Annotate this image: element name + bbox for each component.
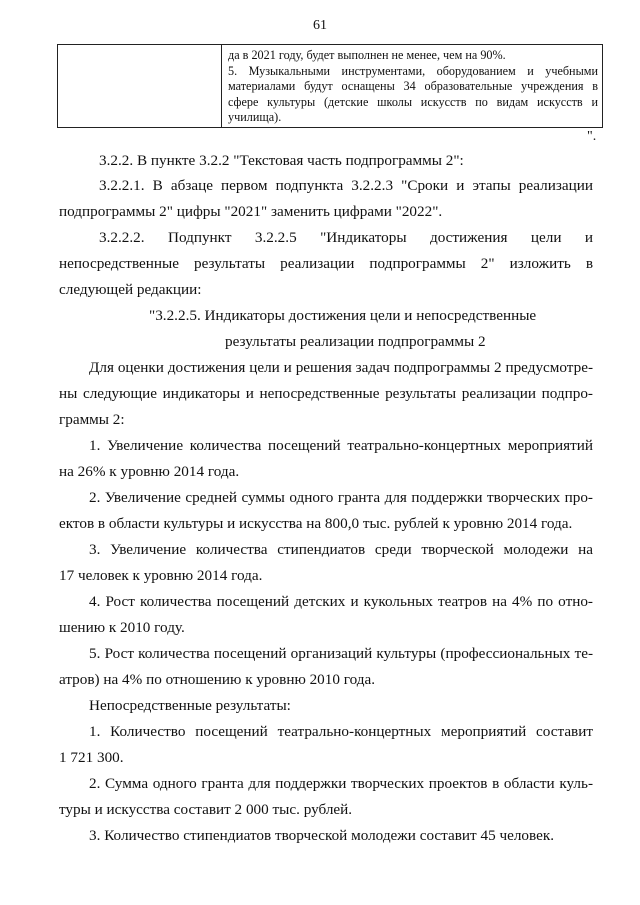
table-cell-line: да в 2021 году, будет выполнен не менее, чем на 90%.	[228, 48, 506, 62]
table-cell-line: 5. Музыкальными инструментами, оборудованием и учебными	[228, 63, 598, 78]
subheading: Непосредственные результаты:	[89, 697, 291, 714]
list-item-line: 1. Увеличение количества посещений театрально-концертных мероприятий	[89, 437, 593, 454]
paragraph-line: подпрограммы 2" цифры "2021" заменить цифрами "2022".	[59, 203, 443, 220]
paragraph-line: 3.2.2. В пункте 3.2.2 "Текстовая часть подпрограммы 2":	[99, 152, 464, 169]
list-item-line: 3. Количество стипендиатов творческой молодежи составит 45 человек.	[89, 827, 555, 844]
list-item-line: на 26% к уровню 2014 года.	[59, 463, 240, 480]
table-cell-right	[228, 48, 598, 126]
list-item-line: ектов в области культуры и искусства на 800,0 тыс. рублей к уровню 2014 года.	[59, 515, 573, 532]
paragraph-line: граммы 2:	[59, 411, 125, 428]
list-item-line: 2. Увеличение средней суммы одного гранта для поддержки творческих про-	[89, 489, 593, 506]
list-item-line: 4. Рост количества посещений детских и кукольных театров на 4% по отно-	[89, 593, 593, 610]
table-column-divider	[221, 45, 222, 127]
list-item-line: 5. Рост количества посещений организаций культуры (профессиональных те-	[89, 645, 593, 662]
section-heading: "3.2.2.5. Индикаторы достижения цели и непосредственные	[149, 307, 537, 324]
list-item-line: 1 721 300.	[59, 749, 124, 766]
list-item-line: шению к 2010 году.	[59, 619, 185, 636]
section-heading: результаты реализации подпрограммы 2	[225, 333, 486, 350]
table-cell-line: училища).	[228, 110, 282, 125]
paragraph-line: Для оценки достижения цели и решения задач подпрограммы 2 предусмотре-	[89, 359, 593, 376]
list-item-line: 1. Количество посещений театрально-концертных мероприятий составит	[89, 723, 593, 740]
paragraph-line: ны следующие индикаторы и непосредственные результаты реализации подпро-	[59, 385, 593, 402]
closing-quote: ".	[587, 129, 597, 144]
table-cell-line: материалами будут оснащены 34 образовательные учреждения в	[228, 79, 598, 94]
list-item-line: 3. Увеличение количества стипендиатов среди творческой молодежи на	[89, 541, 593, 558]
paragraph-line: непосредственные результаты реализации подпрограммы 2" изложить в	[59, 255, 593, 272]
list-item-line: атров) на 4% по отношению к уровню 2010 года.	[59, 671, 376, 688]
paragraph-line: 3.2.2.1. В абзаце первом подпункта 3.2.2.3 "Сроки и этапы реализации	[99, 177, 593, 194]
list-item-line: 17 человек к уровню 2014 года.	[59, 567, 263, 584]
table-cell-line: сфере культуры (детские школы искусств по видам искусств и	[228, 94, 598, 109]
paragraph-line: 3.2.2.2. Подпункт 3.2.2.5 "Индикаторы достижения цели и	[99, 229, 593, 246]
table-fragment	[57, 44, 603, 128]
list-item-line: 2. Сумма одного гранта для поддержки творческих проектов в области куль-	[89, 775, 593, 792]
paragraph-line: следующей редакции:	[59, 281, 202, 298]
list-item-line: туры и искусства составит 2 000 тыс. рублей.	[59, 801, 353, 818]
page-number: 61	[313, 18, 327, 33]
